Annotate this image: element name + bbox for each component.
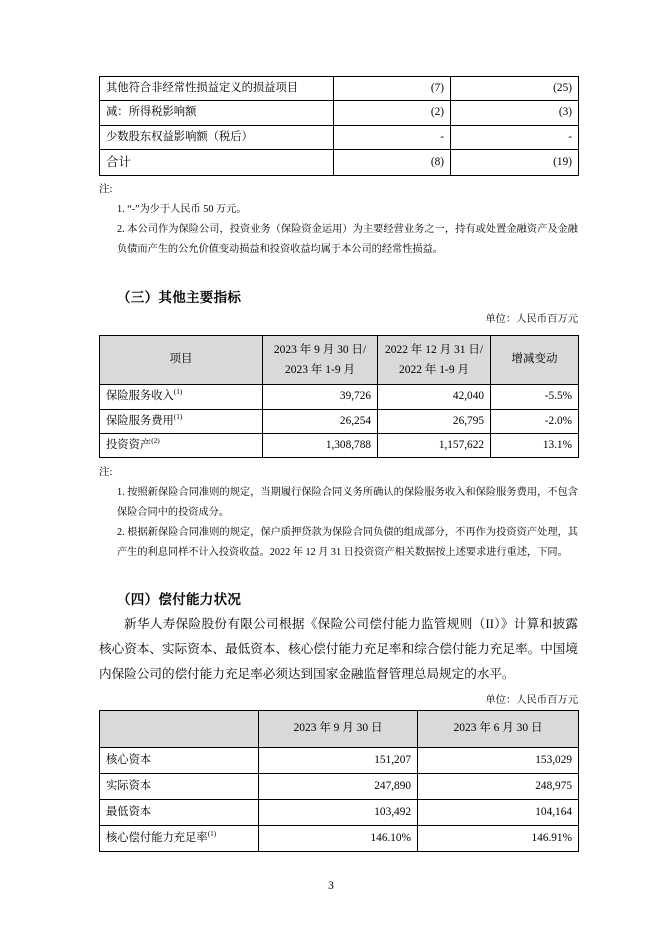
table-row <box>100 385 579 409</box>
column-header-item <box>100 711 259 748</box>
row-value-col1: - <box>334 125 451 149</box>
row-value-col2: 1,157,622 <box>378 433 491 457</box>
table-row <box>100 800 579 826</box>
row-label-total: 合计 <box>100 149 334 175</box>
solvency-table-head <box>100 711 579 748</box>
column-header-change: 增减变动 <box>491 336 579 385</box>
row-value-col2: 146.91% <box>418 826 579 852</box>
section-heading-four: （四）偿付能力状况 <box>117 592 242 608</box>
table-row <box>100 101 579 125</box>
unit-note-one: 单位：人民币百万元 <box>485 314 578 325</box>
footnote-marker: (2) <box>151 435 160 445</box>
row-label <box>100 826 259 852</box>
row-value-col1: 1,308,788 <box>263 433 378 457</box>
row-value-col1: 247,890 <box>259 774 418 800</box>
row-value-col1: 146.10% <box>259 826 418 852</box>
row-value-col2: 153,029 <box>418 748 579 774</box>
row-value-col2: (3) <box>451 101 579 125</box>
column-header-2023-06-30: 2023 年 6 月 30 日 <box>418 711 579 748</box>
column-header-2022 <box>378 336 491 385</box>
notes-label: 注: <box>99 467 113 478</box>
other-indicators-table <box>99 335 579 458</box>
row-label-text: 核心资本 <box>106 753 152 766</box>
row-label <box>100 409 263 433</box>
table-row <box>100 125 579 149</box>
row-label <box>100 748 259 774</box>
row-value-col1: 26,254 <box>263 409 378 433</box>
table-row <box>100 748 579 774</box>
note-item: 1. 按照新保险合同准则的规定，当期履行保险合同义务所确认的保险服务收入和保险服务费用，不包含保险合同中的投资成分。 <box>117 487 578 519</box>
header-line-1: 2022 年 12 月 31 日/ <box>384 344 484 356</box>
row-value-col1: (7) <box>334 77 451 101</box>
column-header-2023q3 <box>263 336 378 385</box>
row-value-col2: (25) <box>451 77 579 101</box>
row-value-col1: (8) <box>334 149 451 175</box>
notes-label: 注: <box>99 184 113 195</box>
solvency-table <box>99 710 579 852</box>
row-label <box>100 800 259 826</box>
table-row <box>100 77 579 101</box>
row-value-col2: 26,795 <box>378 409 491 433</box>
row-value-change: -2.0% <box>491 409 579 433</box>
page-number: 3 <box>328 880 334 892</box>
column-header-2023-09-30: 2023 年 9 月 30 日 <box>259 711 418 748</box>
table-row <box>100 409 579 433</box>
footnote-marker: (1) <box>173 411 183 421</box>
header-line-2: 2022 年 1-9 月 <box>399 364 469 377</box>
row-value-col1: 39,726 <box>263 385 378 409</box>
row-label <box>100 433 263 457</box>
row-value-col2: 42,040 <box>378 385 491 409</box>
row-label <box>100 385 263 409</box>
row-value-col2: (19) <box>451 149 579 175</box>
notes-block-two <box>99 463 578 563</box>
table-header-row <box>100 336 579 385</box>
row-value-change: 13.1% <box>491 433 579 457</box>
row-label-text: 核心偿付能力充足率 <box>106 831 208 844</box>
row-label-text: 保险服务费用 <box>106 414 174 427</box>
footnote-marker: (1) <box>173 387 183 397</box>
row-value-change: -5.5% <box>491 385 579 409</box>
column-header-item: 项目 <box>100 336 263 385</box>
header-line-1: 2023 年 9 月 30 日/ <box>273 344 367 356</box>
row-label: 其他符合非经常性损益定义的损益项目 <box>100 77 334 101</box>
row-label: 减：所得税影响额 <box>100 101 334 125</box>
footnote-marker: (1) <box>207 829 217 839</box>
row-value-col2: 104,164 <box>418 800 579 826</box>
row-value-col1: 103,492 <box>259 800 418 826</box>
other-indicators-table-head <box>100 336 579 385</box>
row-label-text: 保险服务收入 <box>106 390 174 403</box>
other-indicators-table-body <box>100 385 579 458</box>
row-label: 少数股东权益影响额（税后） <box>100 125 334 149</box>
unit-note-two: 单位：人民币百万元 <box>485 695 578 706</box>
table-row <box>100 433 579 457</box>
solvency-table-body <box>100 748 579 852</box>
header-line-2: 2023 年 1-9 月 <box>285 364 355 377</box>
nonrecurring-items-table <box>99 76 579 176</box>
note-item: 2. 本公司作为保险公司，投资业务（保险资金运用）为主要经营业务之一，持有或处置金融资产及金融负债而产生的公允价值变动损益和投资收益均属于本公司的经常性损益。 <box>117 224 578 256</box>
row-label-text: 最低资本 <box>106 805 152 818</box>
row-label <box>100 774 259 800</box>
row-value-col2: 248,975 <box>418 774 579 800</box>
note-item: 1. “-”为少于人民币 50 万元。 <box>117 204 247 216</box>
note-item: 2. 根据新保险合同准则的规定，保户质押贷款为保险合同负债的组成部分，不再作为投资资产处理，其产生的利息同样不计入投资收益。2022 年 12 月 31 日投资资产相关数据按上述要求进行重述，下同。 <box>117 527 578 559</box>
table-header-row <box>100 711 579 748</box>
notes-block-one <box>99 180 578 260</box>
row-label-text: 投资资产 <box>106 438 152 451</box>
table-row <box>100 774 579 800</box>
row-value-col2: - <box>451 125 579 149</box>
table-row <box>100 826 579 852</box>
section-heading-three: （三）其他主要指标 <box>117 290 242 306</box>
table-row-total <box>100 149 579 175</box>
row-label-text: 实际资本 <box>106 779 152 792</box>
row-value-col1: 151,207 <box>259 748 418 774</box>
row-value-col1: (2) <box>334 101 451 125</box>
solvency-paragraph: 新华人寿保险股份有限公司根据《保险公司偿付能力监管规则（II）》计算和披露核心资本、实际资本、最低资本、核心偿付能力充足率和综合偿付能力充足率。中国境内保险公司的偿付能力充足率必须达到国家金融监督管理总局规定的水平。 <box>99 617 578 682</box>
nonrecurring-table-body <box>100 77 579 176</box>
